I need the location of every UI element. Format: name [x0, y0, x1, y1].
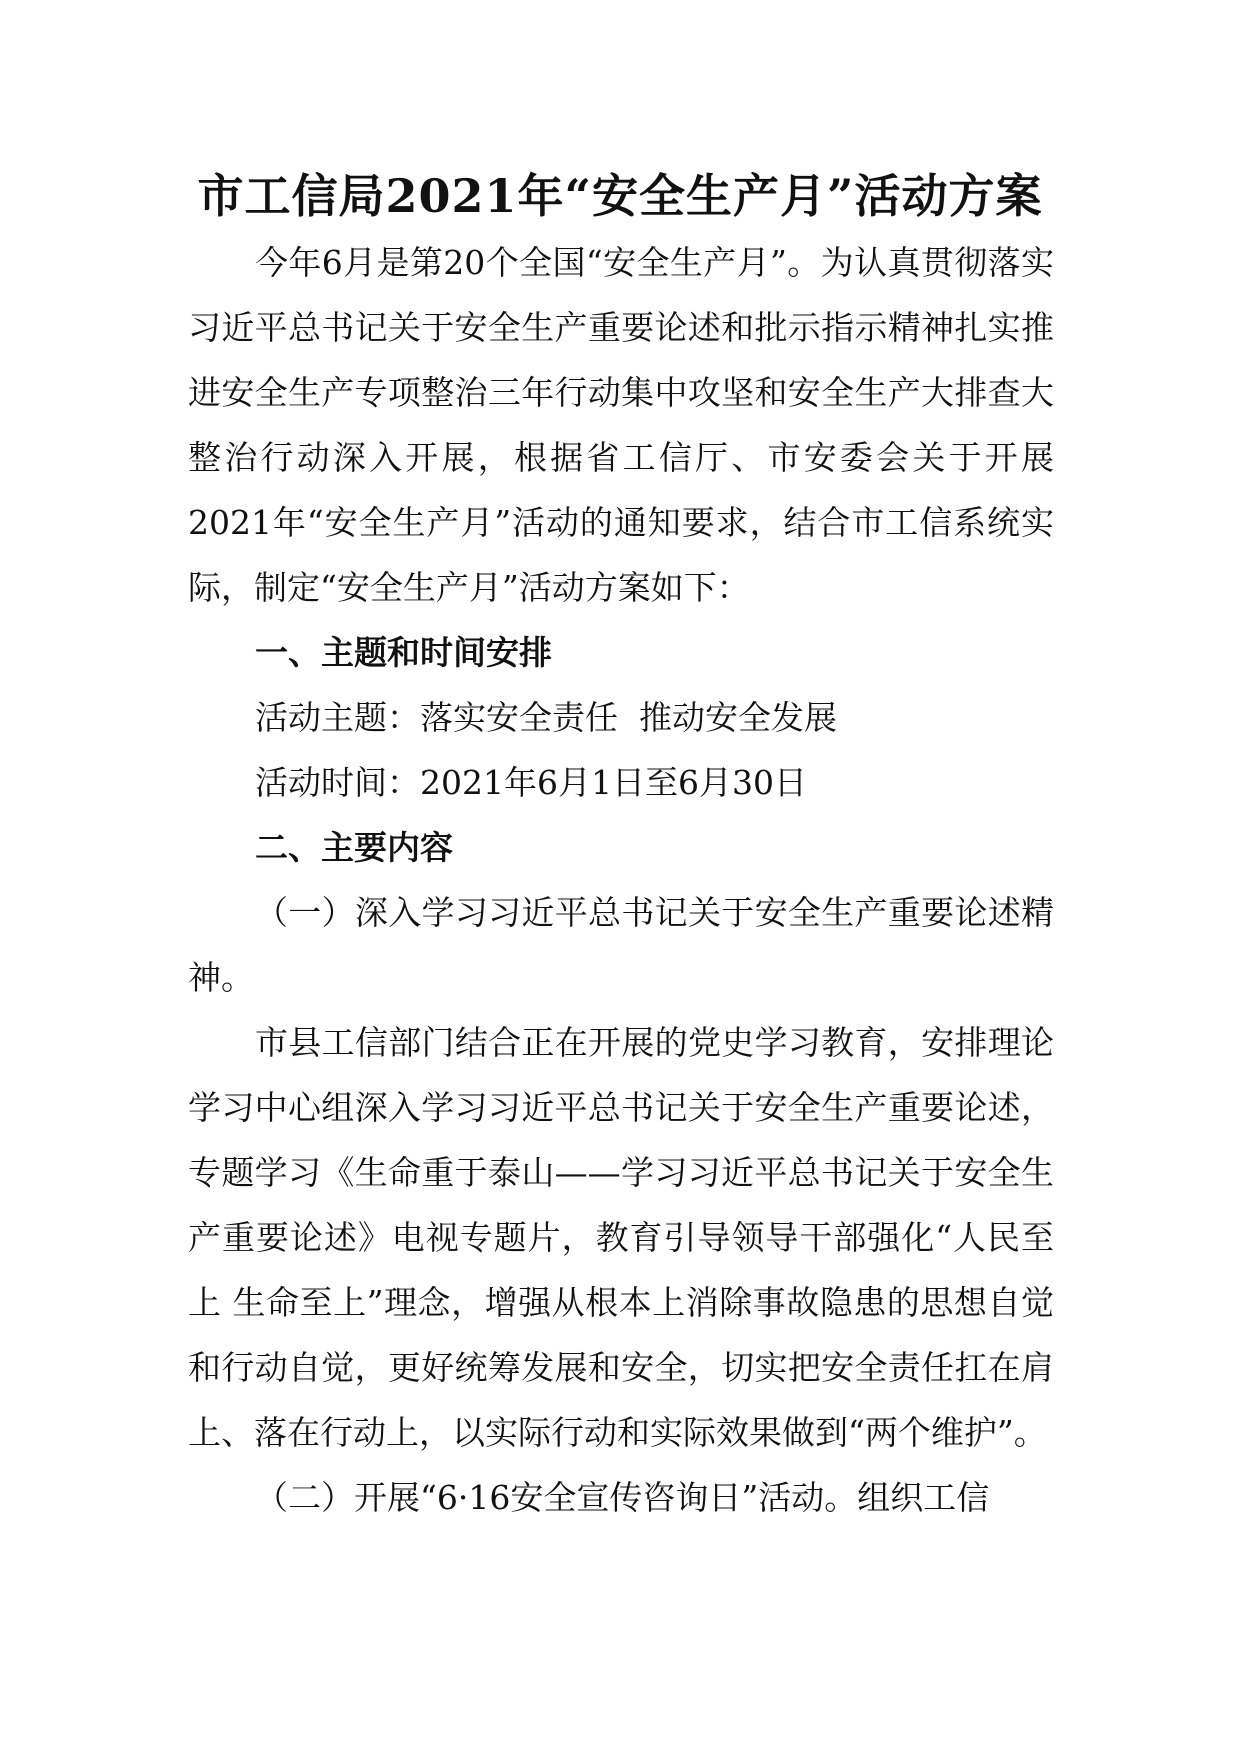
item-1-body: 市县工信部门结合正在开展的党史学习教育，安排理论学习中心组深入学习习近平总书记关于安全生产重要论述，专题学习《生命重于泰山——学习习近平总书记关于安全生产重要论述》电视专题片，教育引导领导干部强化“人民至上 生命至上”理念，增强从根本上消除事故隐患的思想自觉和行动自觉，更好统筹发展和安全，切实把安全责任扛在肩上、落在行动上，以实际行动和实际效果做到“两个维护”。 [188, 1023, 1054, 1452]
section-heading-theme-time: 一、主题和时间安排 [255, 633, 552, 672]
document-body [188, 230, 1054, 1530]
section-heading-main-content: 二、主要内容 [255, 828, 453, 867]
item-1-title: （一）深入学习习近平总书记关于安全生产重要论述精神。 [188, 893, 1054, 997]
intro-paragraph: 今年6月是第20个全国“安全生产月”。为认真贯彻落实习近平总书记关于安全生产重要论述和批示指示精神扎实推进安全生产专项整治三年行动集中攻坚和安全生产大排查大整治行动深入开展，根据省工信厅、市安委会关于开展2021年“安全生产月”活动的通知要求，结合市工信系统实际，制定“安全生产月”活动方案如下： [188, 243, 1054, 607]
activity-theme: 活动主题：落实安全责任 推动安全发展 [255, 698, 837, 737]
item-2-start: （二）开展“6·16安全宣传咨询日”活动。组织工信 [255, 1478, 990, 1517]
document-title: 市工信局2021年“安全生产月”活动方案 [197, 169, 1043, 223]
activity-time: 活动时间：2021年6月1日至6月30日 [255, 763, 807, 802]
